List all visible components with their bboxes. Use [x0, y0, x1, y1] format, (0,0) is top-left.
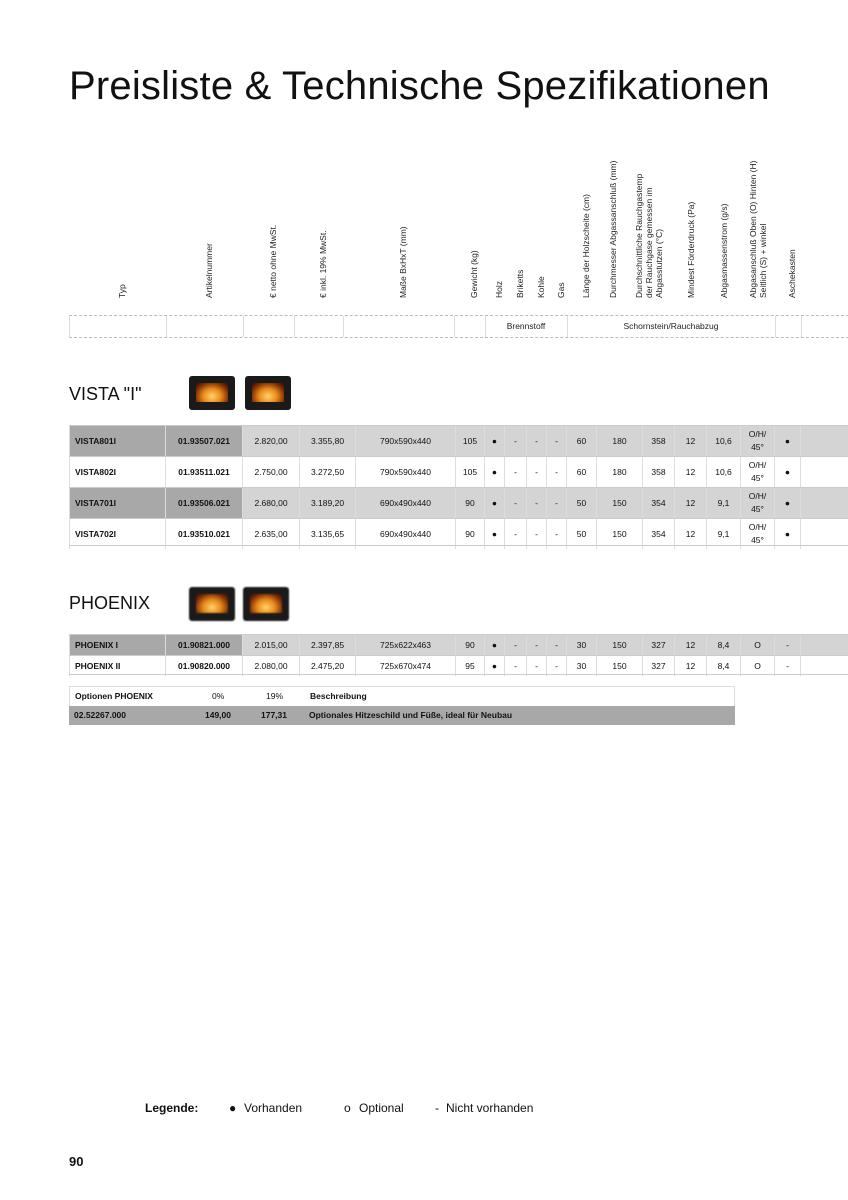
- legend-absent-icon: -: [435, 1101, 439, 1115]
- legend-optional-icon: o: [344, 1101, 351, 1115]
- group-schornstein: Schornstein/Rauchabzug: [623, 321, 719, 331]
- options-table: [69, 686, 735, 725]
- section-title-vista: VISTA "I": [69, 384, 142, 404]
- table-row: PHOENIX II 01.90820.000 2.080,00 2.475,20 725x670x474 95 ● - - - 30 150 327 12 8,4 O -: [69, 655, 848, 676]
- table-row: VISTA801I 01.93507.021 2.820,00 3.355,80 790x590x440 105 ● - - - 60 180 358 12 10,6 O/H/ 45° ●: [69, 425, 848, 456]
- legend-absent: Nicht vorhanden: [446, 1101, 534, 1115]
- legend-optional: Optional: [359, 1101, 404, 1115]
- header-inkl: € inkl. 19% MwSt.: [317, 230, 328, 298]
- options-row: 02.52267.000 149,00 177,31 Optionales Hitzeschild und Füße, ideal für Neubau: [69, 706, 735, 725]
- phoenix-table: [69, 634, 848, 676]
- table-row: VISTA701I 01.93506.021 2.680,00 3.189,20 690x490x440 90 ● - - - 50 150 354 12 9,1 O/H/ 45° ●: [69, 487, 848, 518]
- header-group-row: [69, 315, 848, 338]
- header-laenge: Länge der Holzscheite (cm): [581, 194, 591, 298]
- group-brennstoff: Brennstoff: [506, 321, 546, 331]
- header-massenstrom: Abgasmassenstrom (g/s): [719, 203, 729, 298]
- header-rauchgas-2: der Rauchgase gemessen im: [644, 187, 654, 298]
- header-gas: Gas: [556, 282, 566, 298]
- header-typ: Typ: [117, 284, 127, 298]
- header-foerderdruck: Mindest Förderdruck (Pa): [686, 201, 696, 298]
- header-artikelnummer: Artikelnummer: [203, 243, 214, 298]
- divider: [69, 545, 848, 546]
- product-image-vista-1: [189, 376, 235, 410]
- legend-label: Legende:: [145, 1101, 199, 1115]
- vista-table: [69, 425, 848, 549]
- table-row: PHOENIX I 01.90821.000 2.015,00 2.397,85 725x622x463 90 ● - - - 30 150 327 12 8,4 O -: [69, 634, 848, 655]
- legend-present: Vorhanden: [244, 1101, 303, 1115]
- divider: [69, 674, 848, 675]
- header-gewicht: Gewicht (kg): [468, 250, 479, 298]
- product-image-vista-2: [245, 376, 291, 410]
- product-image-phoenix-2: [243, 587, 289, 621]
- table-row: VISTA802I 01.93511.021 2.750,00 3.272,50 790x590x440 105 ● - - - 60 180 358 12 10,6 O/H/ 45° ●: [69, 456, 848, 487]
- table-header: [0, 0, 848, 340]
- options-header-row: Optionen PHOENIX 0% 19% Beschreibung: [69, 686, 735, 706]
- table-row: VISTA702I 01.93510.021 2.635,00 3.135,65 690x490x440 90 ● - - - 50 150 354 12 9,1 O/H/ 45° ●: [69, 518, 848, 549]
- page-number: 90: [69, 1154, 84, 1169]
- legend-present-icon: ●: [229, 1101, 237, 1115]
- product-image-phoenix-1: [189, 587, 235, 621]
- section-title-phoenix: PHOENIX: [69, 593, 151, 613]
- header-briketts: Briketts: [515, 269, 525, 298]
- header-anschluss-1: Abgasanschluß Oben (O) Hinten (H): [748, 160, 758, 298]
- header-kohle: Kohle: [536, 276, 546, 298]
- header-anschluss-2: Seitlich (S) + winkel: [758, 223, 768, 298]
- header-aschekasten: Aschekasten: [787, 249, 797, 298]
- header-rauchgas-3: Abgasstutzen (°C): [653, 228, 664, 298]
- header-durchmesser: Durchmesser Abgassanschluß (mm): [608, 160, 618, 298]
- header-netto: € netto ohne MwSt.: [267, 224, 278, 298]
- header-holz: Holz: [494, 280, 504, 298]
- header-masse: Maße BxHxT (mm): [397, 226, 408, 298]
- header-rauchgas-1: Durchschnittliche Rauchgastemp: [634, 173, 645, 298]
- page-title: Preisliste & Technische Spezifikationen: [69, 64, 770, 108]
